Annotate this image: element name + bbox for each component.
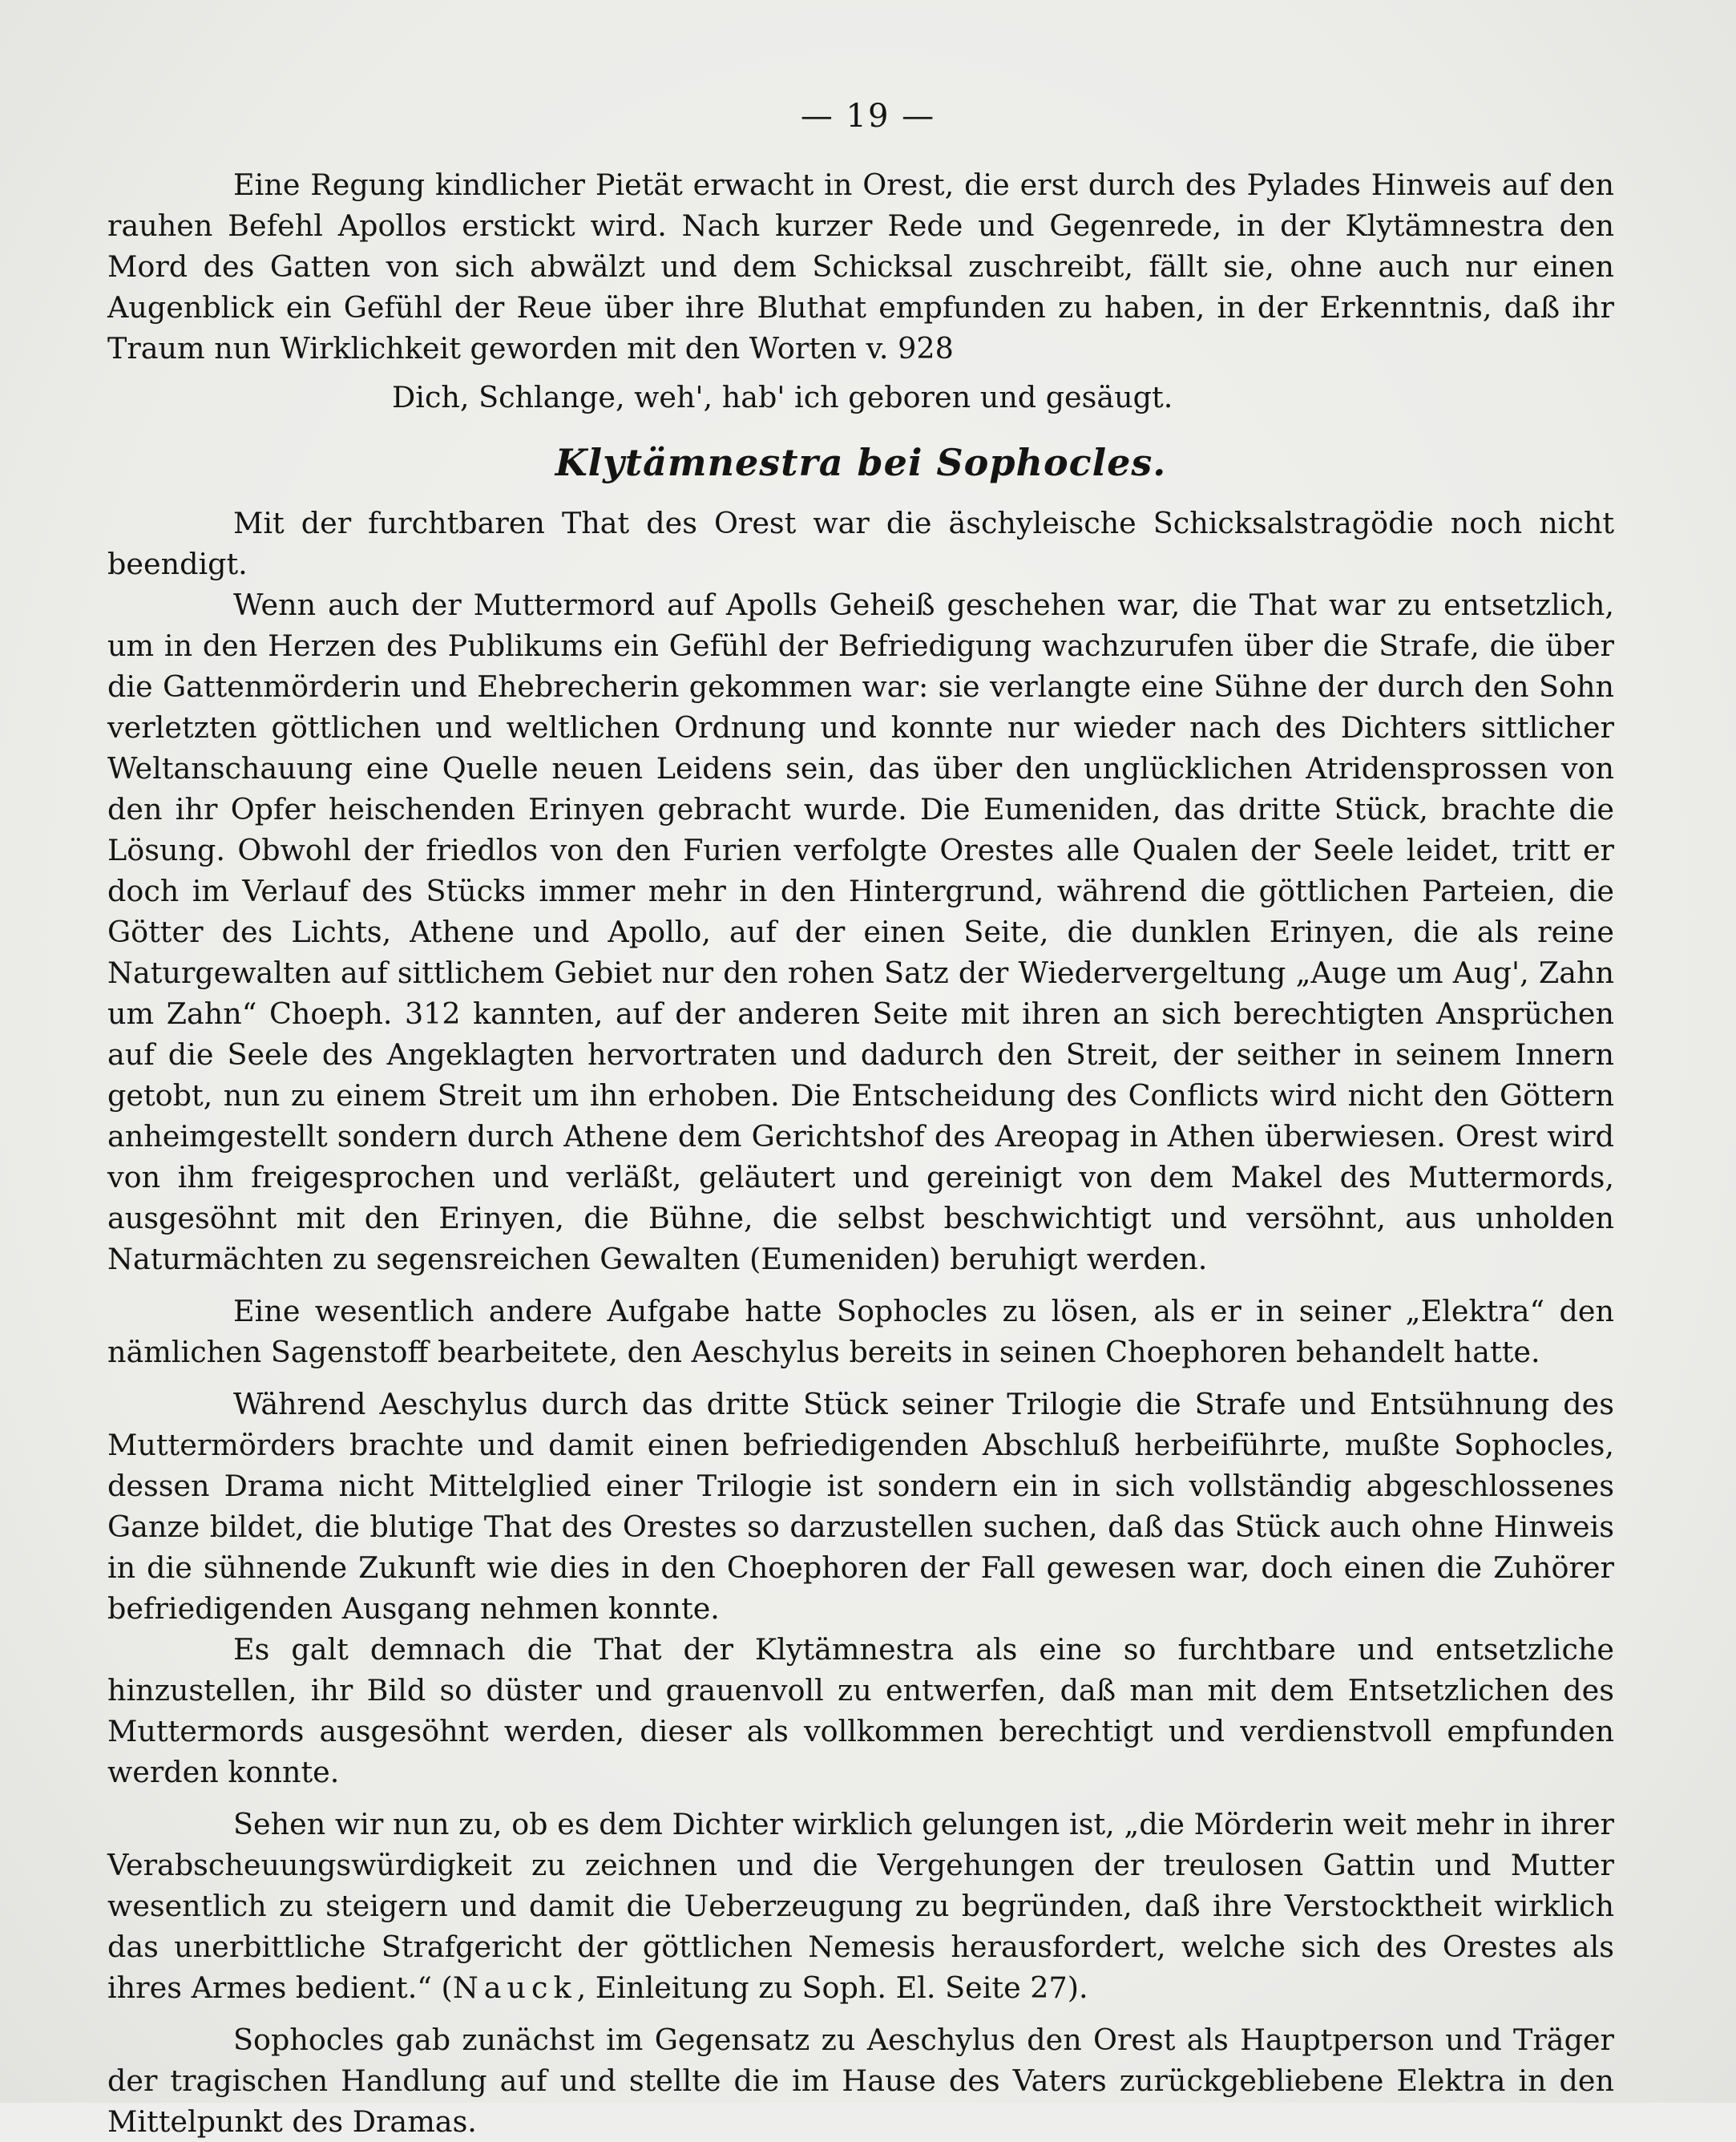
paragraph-4: Eine wesentlich andere Aufgabe hatte Sophocles zu lösen, als er in seiner „Elektra“ den nämlichen Sagenstoff bearbeitete, den Aeschylus bereits in seinen Choephoren behandelt hatte. — [107, 1294, 1614, 1369]
paragraph-6: Es galt demnach die That der Klytämnestra als eine so furchtbare und entsetzliche hinzustellen, ihr Bild so düster und grauenvoll zu entwerfen, daß man mit dem Entsetzlichen des Muttermords ausgesöhnt werden, dieser als vollkommen berechtigt und verdienstvoll empfunden werden konnte. — [107, 1632, 1614, 1789]
paragraph-7 — [107, 1804, 1614, 2008]
paragraph-1: Eine Regung kindlicher Pietät erwacht in Orest, die erst durch des Pylades Hinweis auf den rauhen Befehl Apollos erstickt wird. Nach kurzer Rede und Gegenrede, in der Klytämnestra den Mord des Gatten von sich abwälzt und dem Schicksal zuschreibt, fällt sie, ohne auch nur einen Augenblick ein Gefühl der Reue über ihre Bluthat empfunden zu haben, in der Erkenntnis, daß ihr Traum nun Wirklichkeit geworden mit den Worten v. 928 — [107, 168, 1614, 366]
paragraph-2: Mit der furchtbaren That des Orest war die äschyleische Schicksalstragödie noch nicht beendigt. — [107, 506, 1614, 581]
citation-author: Nauck — [452, 1970, 577, 2005]
citation-rest: , Einleitung zu Soph. El. Seite 27). — [576, 1970, 1088, 2005]
paragraph-8: Sophocles gab zunächst im Gegensatz zu Aeschylus den Orest als Hauptperson und Träger der tragischen Handlung auf und stellte die im Hause des Vaters zurückgebliebene Elektra in den Mittelpunkt des Dramas. — [107, 2023, 1614, 2139]
page-number: — 19 — — [800, 98, 936, 135]
paragraph-5: Während Aeschylus durch das dritte Stück seiner Trilogie die Strafe und Entsühnung des Muttermörders brachte und damit einen befriedigenden Abschluß herbeiführte, mußte Sophocles, dessen Drama nicht Mittelglied einer Trilogie ist sondern ein in sich vollständig abgeschlossenes Ganze bildet, die blutige That des Orestes so darzustellen suchen, daß das Stück auch ohne Hinweis in die sühnende Zukunft wie dies in den Choephoren der Fall gewesen war, doch einen die Zuhörer befriedigenden Ausgang nehmen konnte. — [107, 1387, 1614, 1626]
body-text — [107, 164, 1614, 2142]
paragraph-7-text: Sehen wir nun zu, ob es dem Dichter wirklich gelungen ist, „die Mörderin weit mehr in ihrer Verabscheuungswürdigkeit zu zeichnen und die Vergehungen der treulosen Gattin und Mutter wesentlich zu steigern und damit die Ueberzeugung zu begründen, daß ihre Verstocktheit wirklich das unerbittliche Strafgericht der göttlichen Nemesis herausfordert, welche sich des Orestes als ihres Armes bedient.“ ( — [107, 1807, 1614, 2005]
section-heading: Klytämnestra bei Sophocles. — [555, 441, 1167, 484]
verse-quote: Dich, Schlange, weh', hab' ich geboren und gesäugt. — [392, 380, 1173, 414]
paragraph-3: Wenn auch der Muttermord auf Apolls Geheiß geschehen war, die That war zu entsetzlich, um in den Herzen des Publikums ein Gefühl der Befriedigung wachzurufen über die Strafe, die über die Gattenmörderin und Ehebrecherin gekommen war: sie verlangte eine Sühne der durch den Sohn verletzten göttlichen und weltlichen Ordnung und konnte nur wieder nach des Dichters sittlicher Weltanschauung eine Quelle neuen Leidens sein, das über den unglücklichen Atridensprossen von den ihr Opfer heischenden Erinyen gebracht wurde. Die Eumeniden, das dritte Stück, brachte die Lösung. Obwohl der friedlos von den Furien verfolgte Orestes alle Qualen der Seele leidet, tritt er doch im Verlauf des Stücks immer mehr in den Hintergrund, während die göttlichen Parteien, die Götter des Lichts, Athene und Apollo, auf der einen Seite, die dunklen Erinyen, die als reine Naturgewalten auf sittlichem Gebiet nur den rohen Satz der Wiedervergeltung „Auge um Aug', Zahn um Zahn“ Choeph. 312 kannten, auf der anderen Seite mit ihren an sich berechtigten Ansprüchen auf die Seele des Angeklagten hervortraten und dadurch den Streit, der seither in seinem Innern getobt, nun zu einem Streit um ihn erhoben. Die Entscheidung des Conflicts wird nicht den Göttern anheimgestellt sondern durch Athene dem Gerichtshof des Areopag in Athen überwiesen. Orest wird von ihm freigesprochen und verläßt, geläutert und gereinigt von dem Makel des Muttermords, ausgesöhnt mit den Erinyen, die Bühne, die selbst beschwichtigt und versöhnt, aus unholden Naturmächten zu segensreichen Gewalten (Eumeniden) beruhigt werden. — [107, 588, 1614, 1276]
